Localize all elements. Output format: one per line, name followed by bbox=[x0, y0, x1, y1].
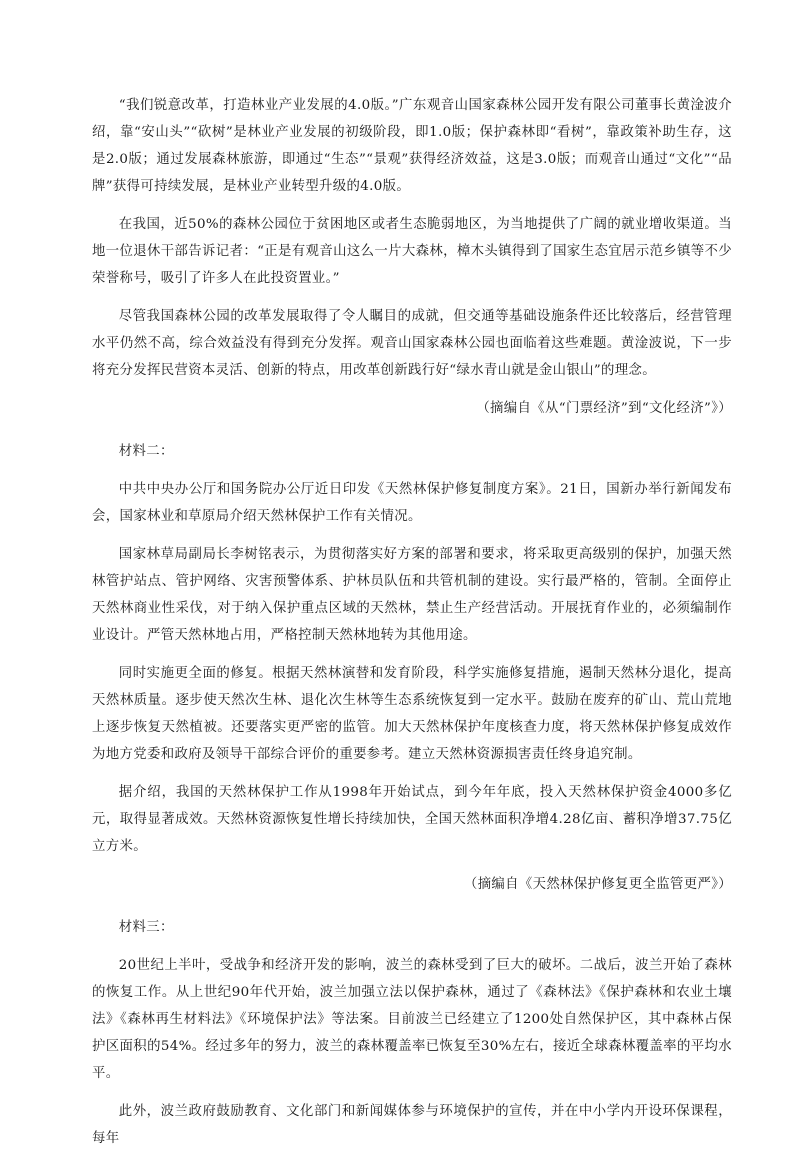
paragraph: 20世纪上半叶，受战争和经济开发的影响，波兰的森林受到了巨大的破坏。二战后，波兰开始了森林的恢复工作。从上世纪90年代开始，波兰加强立法以保护森林，通过了《森林法》《保护森林和农业土壤法》《森林再生材料法》《环境保护法》等法案。目前波兰已经建立了1200处自然保护区，其中森林占保护区面积的54%。经过多年的努力，波兰的森林覆盖率已恢复至30%左右，接近全球森林覆盖率的平均水平。 bbox=[92, 958, 732, 1081]
paragraph: 国家林草局副局长李树铭表示，为贯彻落实好方案的部署和要求，将采取更高级别的保护，加强天然林管护站点、管护网络、灾害预警体系、护林员队伍和共管机制的建设。实行最严格的，管制。全面停止天然林商业性采伐，对于纳入保护重点区域的天然林，禁止生产经营活动。开展抚育作业的，必须编制作业设计。严管天然林地占用，严格控制天然林地转为其他用途。 bbox=[92, 547, 732, 643]
paragraph: 中共中央办公厅和国务院办公厅近日印发《天然林保护修复制度方案》。21日，国新办举行新闻发布会，国家林业和草原局介绍天然林保护工作有关情况。 bbox=[92, 482, 732, 524]
document-page bbox=[92, 92, 732, 1163]
source-citation: （摘编自《从“门票经济”到“文化经济”》） bbox=[476, 401, 732, 416]
paragraph: 尽管我国森林公园的改革发展取得了令人瞩目的成就，但交通等基础设施条件还比较落后，经营管理水平仍然不高，综合效益没有得到充分发挥。观音山国家森林公园也面临着这些难题。黄淦波说，下一步将充分发挥民营资本灵活、创新的特点，用改革创新践行好“绿水青山就是金山银山”的理念。 bbox=[92, 309, 732, 378]
paragraph: 此外，波兰政府鼓励教育、文化部门和新闻媒体参与环境保护的宣传，并在中小学内开设环保课程，每年 bbox=[92, 1104, 732, 1146]
section-label: 材料三： bbox=[118, 920, 174, 935]
source-citation: （摘编自《天然林保护修复更全监管更严》） bbox=[463, 877, 732, 892]
paragraph: 在我国，近50%的森林公园位于贫困地区或者生态脆弱地区，为当地提供了广阔的就业增收渠道。当地一位退休干部告诉记者：“正是有观音山这么一片大森林，樟木头镇得到了国家生态宜居示范乡镇等不少荣誉称号，吸引了许多人在此投资置业。” bbox=[92, 217, 732, 286]
paragraph: “我们锐意改革，打造林业产业发展的4.0版。”广东观音山国家森林公园开发有限公司董事长黄淦波介绍，靠“安山头”“砍树”是林业产业发展的初级阶段，即1.0版；保护森林即“看树”，靠政策补助生存，这是2.0版；通过发展森林旅游，即通过“生态”“景观”获得经济效益，这是3.0版；而观音山通过“文化”“品牌”获得可持续发展，是林业产业转型升级的4.0版。 bbox=[92, 98, 732, 194]
paragraph: 同时实施更全面的修复。根据天然林演替和发育阶段，科学实施修复措施，遏制天然林分退化，提高天然林质量。逐步使天然次生林、退化次生林等生态系统恢复到一定水平。鼓励在废弃的矿山、荒山荒地上逐步恢复天然植被。还要落实更严密的监管。加大天然林保护年度核查力度，将天然林保护修复成效作为地方党委和政府及领导干部综合评价的重要参考。建立天然林资源损害责任终身追究制。 bbox=[92, 666, 732, 762]
section-label: 材料二： bbox=[118, 444, 174, 459]
paragraph: 据介绍，我国的天然林保护工作从1998年开始试点，到今年年底，投入天然林保护资金4000多亿元，取得显著成效。天然林资源恢复性增长持续加快，全国天然林面积净增4.28亿亩、蓄积净增37.75亿立方米。 bbox=[92, 785, 732, 854]
